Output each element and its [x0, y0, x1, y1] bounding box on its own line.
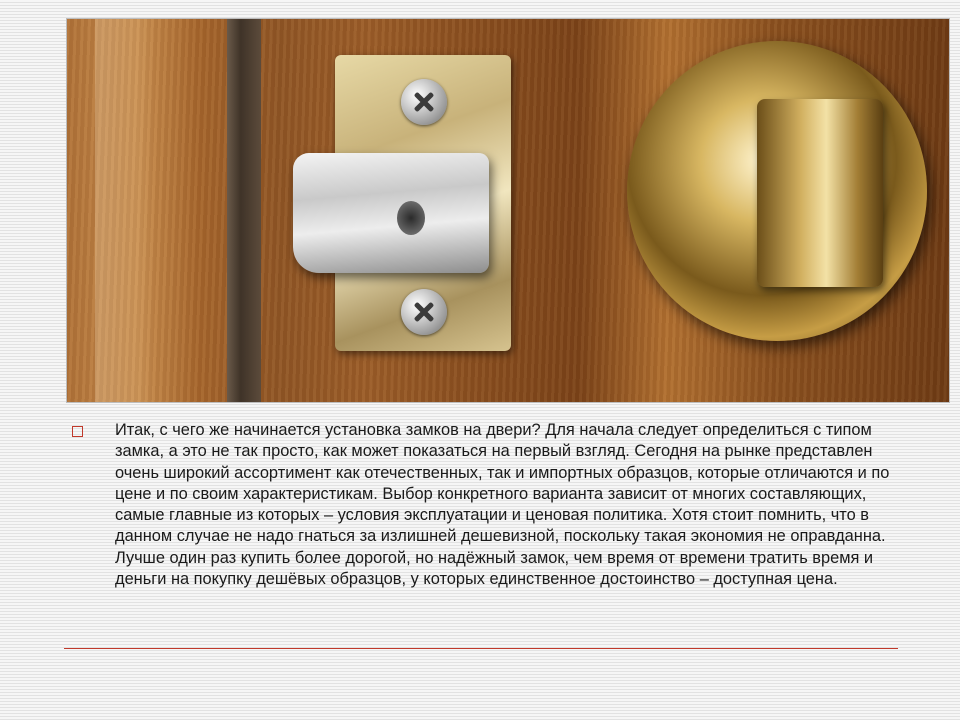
square-bullet-icon — [72, 426, 83, 437]
bolt-hole — [397, 201, 425, 235]
screw-icon — [401, 289, 447, 335]
bullet-text: Итак, с чего же начинается установка замков на двери? Для начала следует определиться с типом замка, а это не так просто, как может показаться на первый взгляд. Сегодня на рынке представлен очень широкий ассортимент как отечественных, так и импортных образцов, которые отличаются и по цене и по своим характеристикам. Выбор конкретного варианта зависит от многих составляющих, самые главные из которых – условия эксплуатации и ценовая политика. Хотя стоит помнить, что в данном случае не надо гнаться за излишней дешевизной, поскольку такая экономия не оправданна. Лучше один раз купить более дорогой, но надёжный замок, чем время от времени тратить время и деньги на покупку дешёвых образцов, у которых единственное достоинство – доступная цена. — [115, 421, 890, 589]
screw-icon — [401, 79, 447, 125]
door-lock-photo — [66, 18, 950, 403]
bottom-divider — [64, 648, 898, 649]
door-frame-edge — [227, 19, 261, 402]
door-frame-highlight — [95, 19, 155, 402]
lock-bolt — [293, 153, 489, 273]
lock-thumb-turn — [757, 99, 883, 287]
